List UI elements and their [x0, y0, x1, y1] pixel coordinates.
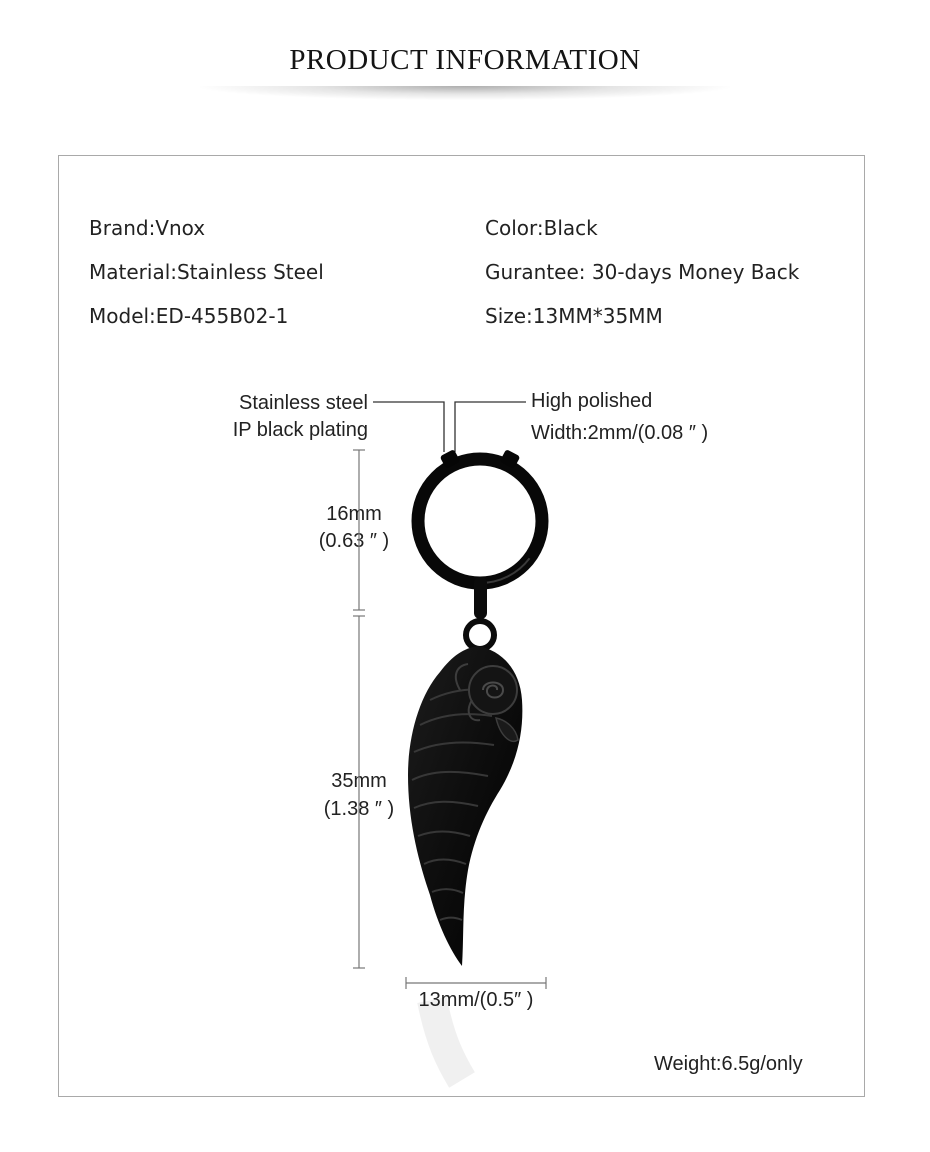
spec-size: Size:13MM*35MM — [485, 304, 663, 328]
hoop-size-mm: 16mm — [326, 503, 382, 525]
pendant-length-inch: (1.38 ″ ) — [323, 798, 395, 820]
spec-material: Material:Stainless Steel — [89, 260, 324, 284]
hoop — [418, 449, 542, 583]
callout-finish-line2: Width:2mm/(0.08 ″ ) — [531, 422, 709, 444]
pendant-reflection — [432, 1000, 462, 1080]
spec-model: Model:ED-455B02-1 — [89, 304, 289, 328]
callout-material-line2: IP black plating — [232, 419, 368, 441]
spec-brand: Brand:Vnox — [89, 216, 206, 240]
callout-lines — [373, 402, 526, 452]
hoop-size-inch: (0.63 ″ ) — [318, 530, 390, 552]
wing-pendant — [408, 646, 522, 966]
page-title: PRODUCT INFORMATION — [289, 44, 641, 76]
pendant-length-mm: 35mm — [331, 770, 387, 792]
pendant-width: 13mm/(0.5″ ) — [418, 989, 534, 1011]
spec-guarantee: Gurantee: 30-days Money Back — [485, 260, 800, 284]
spec-color: Color:Black — [485, 216, 598, 240]
weight-label: Weight:6.5g/only — [654, 1053, 803, 1075]
callout-finish-line1: High polished — [531, 390, 653, 412]
callout-material-line1: Stainless steel — [239, 392, 368, 414]
